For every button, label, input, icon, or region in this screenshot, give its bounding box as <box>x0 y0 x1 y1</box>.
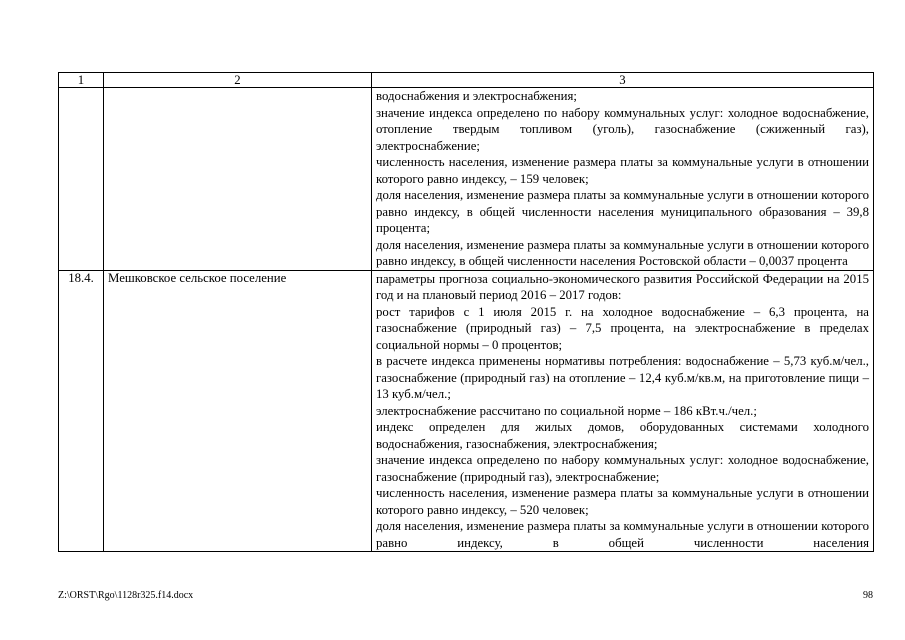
municipality-cell <box>104 88 372 271</box>
paragraph: водоснабжения и электроснабжения; <box>376 89 577 103</box>
table-row-continuation <box>59 88 874 271</box>
paragraph: в расчете индекса применены нормативы потребления: водоснабжение – 5,73 куб.м/чел., газоснабжение (природный газ) на отопление – 12,4 куб.м/кв.м, на приготовление пищи – 13 куб.м/чел.; <box>376 354 869 401</box>
paragraph: значение индекса определено по набору коммунальных услуг: холодное водоснабжение, отопление твердым топливом (уголь), газоснабжение (сжиженный газ), электроснабжение; <box>376 105 869 153</box>
header-col-2: 2 <box>104 73 372 88</box>
header-row <box>59 73 874 88</box>
paragraph: индекс определен для жилых домов, оборудованных системами холодного водоснабжения, газоснабжения, электроснабжения; <box>376 420 869 451</box>
description-cell <box>372 88 874 271</box>
paragraph: электроснабжение рассчитано по социальной норме – 186 кВт.ч./чел.; <box>376 403 757 418</box>
municipality-cell: Мешковское сельское поселение <box>104 270 372 552</box>
paragraph: доля населения, изменение размера платы за коммунальные услуги в отношении которого равно индексу, в общей численности населения Ростовской области – 0,0037 процента <box>376 237 869 268</box>
paragraph: значение индекса определено по набору коммунальных услуг: холодное водоснабжение, газоснабжение (природный газ), электроснабжение; <box>376 453 869 484</box>
description-cell <box>372 270 874 552</box>
header-col-1: 1 <box>59 73 104 88</box>
paragraph: численность населения, изменение размера платы за коммунальные услуги в отношении которого равно индексу, – 159 человек; <box>376 155 869 186</box>
paragraph: доля населения, изменение размера платы за коммунальные услуги в отношении которого равно индексу, в общей численности населения муниципального образования – 39,8 процента; <box>376 188 869 235</box>
paragraph: рост тарифов с 1 июля 2015 г. на холодное водоснабжение – 6,3 процента, на газоснабжение (природный газ) – 7,5 процента, на электроснабжение в пределах социальной нормы – 0 процентов; <box>376 304 869 352</box>
row-number-cell: 18.4. <box>59 270 104 552</box>
row-number-cell <box>59 88 104 271</box>
page-number: 98 <box>863 590 873 601</box>
paragraph: доля населения, изменение размера платы за коммунальные услуги в отношении которого равно индексу, в общей численности населения <box>376 519 869 550</box>
paragraph: численность населения, изменение размера платы за коммунальные услуги в отношении которого равно индексу, – 520 человек; <box>376 486 869 517</box>
footer-file-path: Z:\ORST\Rgo\1128r325.f14.docx <box>58 590 194 601</box>
header-col-3: 3 <box>372 73 874 88</box>
paragraph: параметры прогноза социально-экономического развития Российской Федерации на 2015 год и на плановый период 2016 – 2017 годов: <box>376 271 869 302</box>
document-table <box>58 72 874 552</box>
table-row-18-4 <box>59 270 874 552</box>
